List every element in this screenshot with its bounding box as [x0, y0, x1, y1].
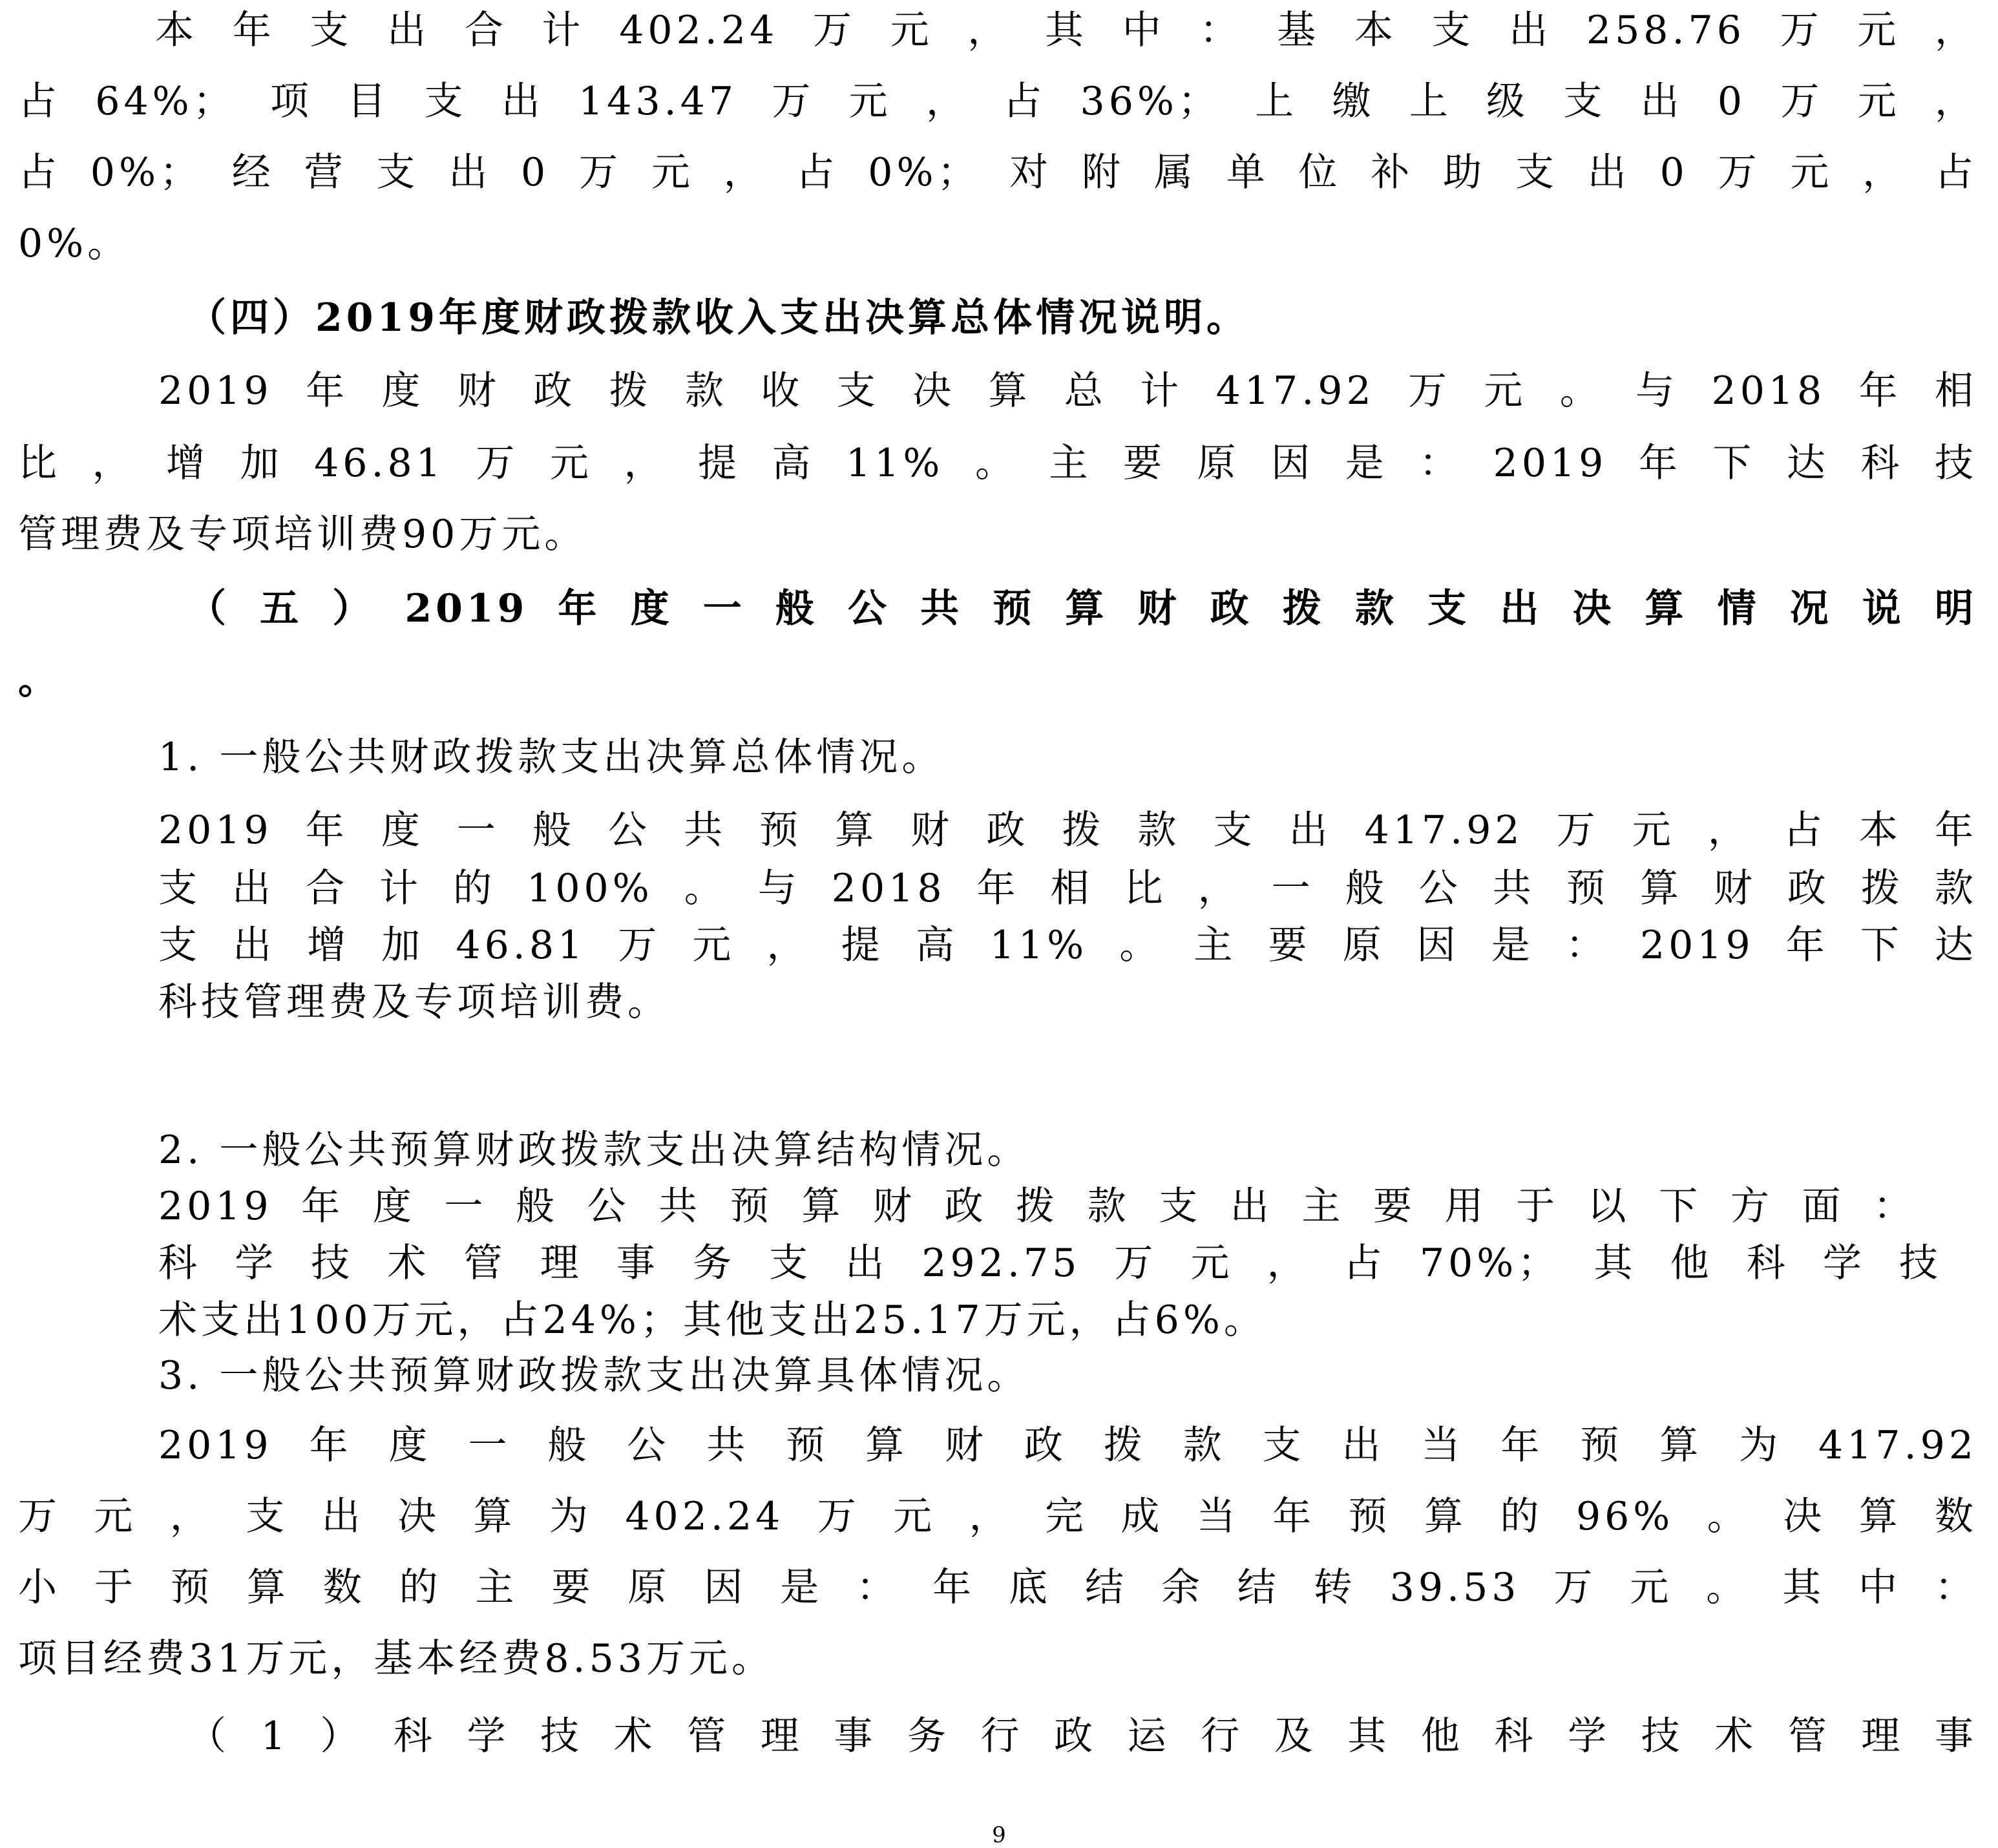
subsection-heading: 3. 一般公共预算财政拨款支出决算具体情况。 [158, 1353, 1030, 1398]
paragraph-line: 2019年度一般公共预算财政拨款支出主要用于以下方面： [158, 1184, 1916, 1229]
paragraph-line: 占0%；经营支出0万元，占0%；对附属单位补助支出0万元，占 [18, 150, 1977, 195]
subsection-heading: 1. 一般公共财政拨款支出决算总体情况。 [158, 735, 945, 780]
paragraph-line: 2019年度一般公共预算财政拨款支出当年预算为417.92 [158, 1423, 1977, 1468]
section-heading: 。 [18, 658, 61, 703]
paragraph-line: 0%。 [18, 221, 131, 266]
paragraph-line: 万元，支出决算为402.24万元，完成当年预算的96%。决算数 [18, 1494, 1977, 1539]
paragraph-line: 管理费及专项培训费90万元。 [18, 512, 587, 557]
section-heading: （五）2019年度一般公共预算财政拨款支出决算情况说明 [187, 586, 1977, 631]
paragraph-line: 2019年度财政拨款收支决算总计417.92万元。与2018年相 [158, 368, 1977, 414]
paragraph-line: 支出增加46.81万元，提高11%。主要原因是：2019年下达 [158, 923, 1977, 968]
paragraph-line: 小于预算数的主要原因是：年底结余结转39.53万元。其中： [18, 1565, 1977, 1610]
page-number: 9 [992, 1822, 1006, 1848]
paragraph-line: 科学技术管理事务支出292.75万元，占70%；其他科学技 [158, 1241, 1942, 1286]
paragraph-line: 支出合计的100%。与2018年相比，一般公共预算财政拨款 [158, 866, 1977, 911]
paragraph-line: 比，增加46.81万元，提高11%。主要原因是：2019年下达科技 [18, 441, 1977, 486]
paragraph-line: 占64%；项目支出143.47万元，占36%；上缴上级支出0万元， [18, 79, 1977, 124]
paragraph-line: 科技管理费及专项培训费。 [158, 980, 670, 1025]
paragraph-line: 本年支出合计402.24万元，其中：基本支出258.76万元， [155, 8, 1977, 53]
paragraph-line: 2019年度一般公共预算财政拨款支出417.92万元，占本年 [158, 808, 1977, 853]
section-heading: （四）2019年度财政拨款收入支出决算总体情况说明。 [187, 295, 1249, 341]
subsection-heading: （1）科学技术管理事务行政运行及其他科学技术管理事 [187, 1714, 1977, 1759]
subsection-heading: 2. 一般公共预算财政拨款支出决算结构情况。 [158, 1128, 1030, 1173]
paragraph-line: 术支出100万元，占24%；其他支出25.17万元，占6%。 [158, 1297, 1267, 1343]
paragraph-line: 项目经费31万元，基本经费8.53万元。 [18, 1636, 774, 1681]
